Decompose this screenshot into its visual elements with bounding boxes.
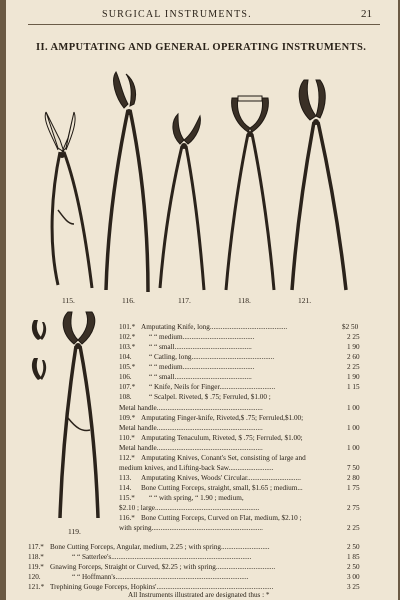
figure-116-forceps bbox=[98, 68, 158, 298]
list-price: 1 00 bbox=[347, 404, 360, 412]
figure-label-119: 119. bbox=[68, 527, 81, 536]
list-price: 1 00 bbox=[347, 424, 360, 432]
header-rule bbox=[28, 24, 380, 25]
running-header-title: SURGICAL INSTRUMENTS. bbox=[102, 9, 252, 20]
list-price: 2 75 bbox=[347, 504, 360, 512]
list-price: 1 90 bbox=[347, 343, 360, 351]
list-price: $2 50 bbox=[342, 323, 359, 331]
figure-117-forceps bbox=[156, 108, 212, 298]
list-price: 2 25 bbox=[347, 333, 360, 341]
footer-note: All Instruments illustrated are designated thus : * bbox=[128, 591, 270, 599]
figure-label-118: 118. bbox=[238, 296, 251, 305]
list-price: 3 00 bbox=[347, 573, 360, 581]
catalog-page: SURGICAL INSTRUMENTS. 21 II. AMPUTATING AND GENERAL OPERATING INSTRUMENTS. 115. 116. 117. 118. 121. 119. 101.* Amputating Knife, long........................................... $2 50 102.* “ “ medium........................................ 2 25 103.* “ “ small........................................... 1 90 104. “ Catling, long.............................................. 2 60 105.* “ “ medium........................................ 2 25 106. “ “ small........................................... 1 90 107.* “ Knife, Neils for Finger............................... 1 15 108. “ Scalpel. Riveted, $ .75; Ferruled, $1.00 ; Metal handle........................................................... 1 00 109.* Amputating Finger-knife, Riveted,$ .75; Ferruled,$1.00; Metal handle........................................................... 1 00 110.* Amputating Tenaculum, Riveted, $ .75; Ferruled, $1.00; Metal handle........................................................... 1 00 112.* Amputating Knives, Conant's Set, consisting of large and medium knives, and Lifting-back Saw......................... 7 50 113. Amputating Knives, Woods' Circular.............................. 2 80 114. Bone Cutting Forceps, straight, small, $1.65 ; medium... 1 75 115.* “ “ with spring, “ 1.90 ; medium, $2.10 ; large.......................................................... 2 75 116.* Bone Cutting Forceps, Curved on Flat, medium, $2.10 ; with spring.............................................................. 2 25 117.* Bone Cutting Forceps, Angular, medium, 2.25 ; with spring........................... 2 50 118.* “ “ Satterlee's.............................................................................. 1 85 119.* Gnawing Forceps, Straight or Curved, $2.25 ; with spring................................. 2 50 120. “ “ Hoffmann's.......................................................................... 3 00 121.* Trephining Gouge Forceps, Hopkins'................................................................. 3 25 All Instruments illustrated are designated thus : * bbox=[6, 0, 398, 600]
list-price: 2 50 bbox=[347, 543, 360, 551]
figure-label-116: 116. bbox=[122, 296, 135, 305]
list-price: 3 25 bbox=[347, 583, 360, 591]
section-title: II. AMPUTATING AND GENERAL OPERATING INSTRUMENTS. bbox=[36, 42, 367, 53]
list-price: 1 00 bbox=[347, 444, 360, 452]
figure-119-forceps bbox=[50, 308, 110, 526]
list-price: 2 25 bbox=[347, 363, 360, 371]
list-price: 2 60 bbox=[347, 353, 360, 361]
list-price: 2 25 bbox=[347, 524, 360, 532]
list-price: 2 80 bbox=[347, 474, 360, 482]
figure-label-121: 121. bbox=[298, 296, 312, 305]
list-price: 1 85 bbox=[347, 553, 360, 561]
figure-115-forceps bbox=[34, 100, 104, 295]
list-price: 1 90 bbox=[347, 373, 360, 381]
list-price: 1 15 bbox=[347, 383, 360, 391]
figure-label-115: 115. bbox=[62, 296, 75, 305]
page-number: 21 bbox=[361, 8, 372, 20]
figure-118-forceps bbox=[220, 92, 280, 297]
figure-121-forceps bbox=[286, 76, 352, 298]
list-price: 2 50 bbox=[347, 563, 360, 571]
list-price: 7 50 bbox=[347, 464, 360, 472]
list-price: 1 75 bbox=[347, 484, 360, 492]
figure-label-117: 117. bbox=[178, 296, 191, 305]
